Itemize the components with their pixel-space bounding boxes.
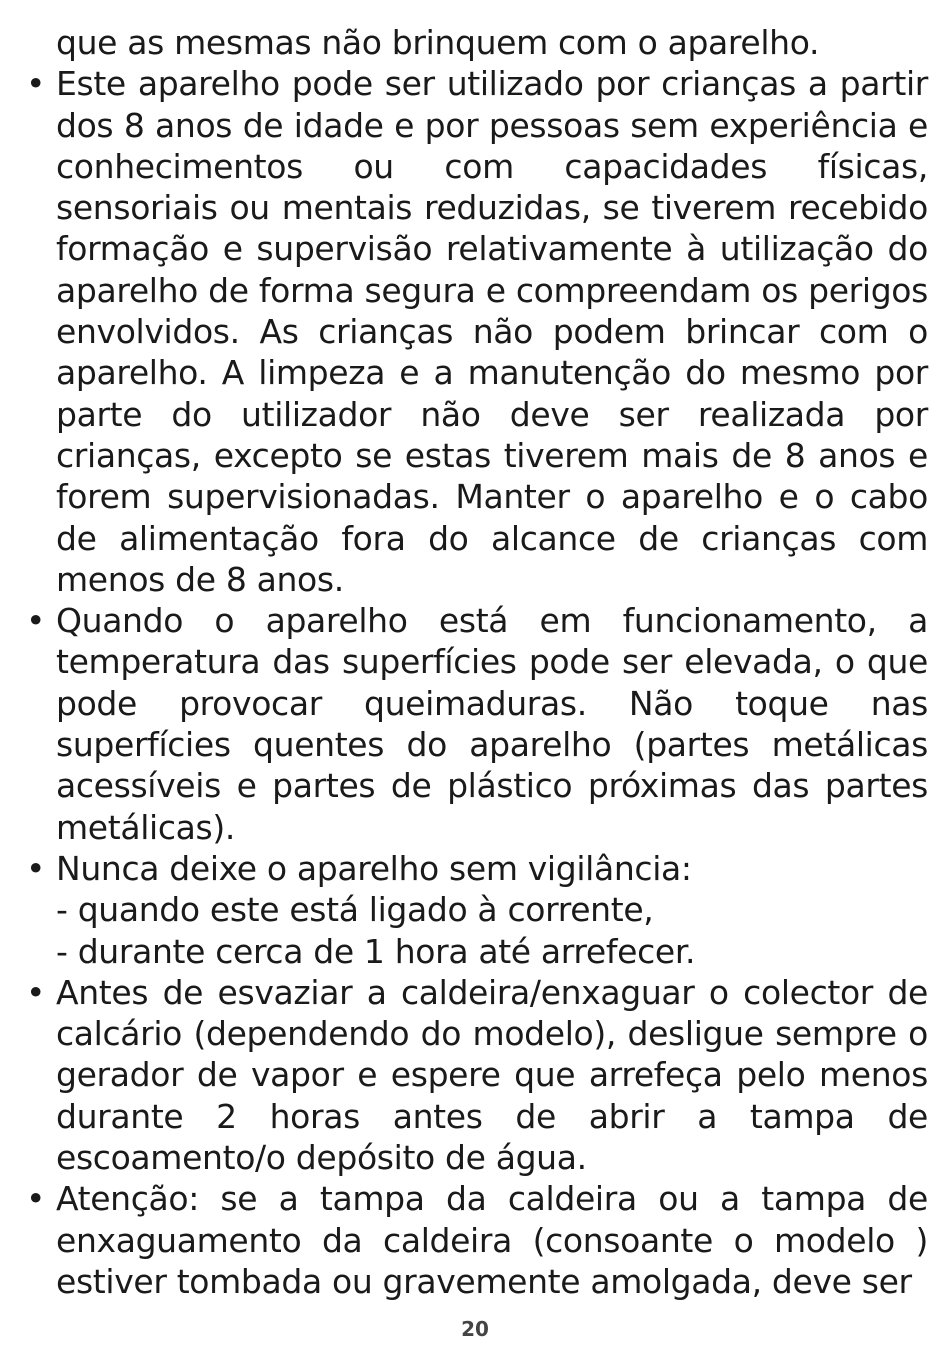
sub-item: - quando este está ligado à corrente, — [56, 890, 654, 930]
bullet-text: Atenção: se a tampa da caldeira ou a tampa de enxaguamento da caldeira (consoante o modelo ) estiver tombada ou gravemente amolgada, deve ser — [56, 1179, 928, 1301]
page-content — [24, 22, 928, 1302]
bullet-text: Este aparelho pode ser utilizado por crianças a partir dos 8 anos de idade e por pessoas sem experiência e conhecimentos ou com capacidades físicas, sensoriais ou mentais reduzidas, se tiverem recebido formação e supervisão relativamente à utilização do aparelho de forma segura e compreendam os perigos envolvidos. As crianças não podem brincar com o aparelho. A limpeza e a manutenção do mesmo por parte do utilizador não deve ser realizada por crianças, excepto se estas tiverem mais de 8 anos e forem supervisionadas. Manter o aparelho e o cabo de alimentação fora do alcance de crianças com menos de 8 anos. — [56, 64, 928, 599]
bullet-marker: • — [26, 601, 46, 641]
page-number: 20 — [461, 1317, 489, 1341]
bullet-text: Quando o aparelho está em funcionamento, a temperatura das superfícies pode ser elevada, o que pode provocar queimaduras. Não toque nas superfícies quentes do aparelho (partes metálicas acessíveis e partes de plástico próximas das partes metálicas). — [56, 601, 928, 847]
sub-item: - durante cerca de 1 hora até arrefecer. — [56, 931, 696, 971]
bullet-item-attention-cap — [24, 1178, 928, 1302]
bullet-item-hot-surfaces — [24, 600, 928, 848]
bullet-text: Nunca deixe o aparelho sem vigilância: — [56, 848, 692, 888]
bullet-item-supervision — [24, 848, 928, 972]
bullet-text: Antes de esvaziar a caldeira/enxaguar o colector de calcário (dependendo do modelo), desligue sempre o gerador de vapor e espere que arrefeça pelo menos durante 2 horas antes de abrir a tampa de escoamento/o depósito de água. — [56, 972, 928, 1178]
bullet-item-emptying-boiler — [24, 972, 928, 1178]
bullet-marker: • — [26, 1179, 46, 1219]
bullet-marker: • — [26, 64, 46, 104]
bullet-marker: • — [26, 972, 46, 1012]
bullet-marker: • — [26, 848, 46, 888]
continuation-text: que as mesmas não brinquem com o aparelho. — [56, 23, 820, 62]
bullet-item-children-usage — [24, 63, 928, 600]
